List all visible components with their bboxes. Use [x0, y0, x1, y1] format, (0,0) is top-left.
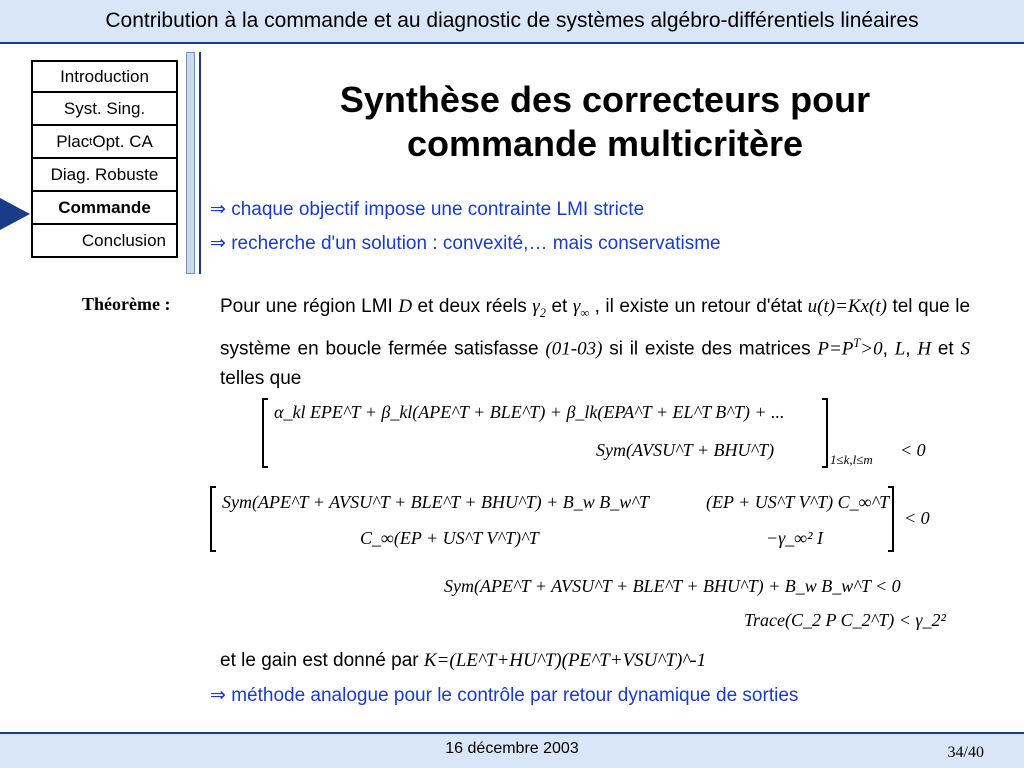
math: 2	[539, 305, 546, 320]
nav-label: Conclusion	[81, 230, 166, 250]
nav-item-placement-opt-ca[interactable]	[31, 126, 178, 159]
bullet-text: méthode analogue pour le contrôle par retour dynamique de sorties	[231, 685, 799, 706]
slide-title-line: commande multicritère	[406, 123, 804, 164]
decorative-vertical-line	[199, 52, 201, 274]
bullet-item	[210, 232, 721, 255]
text: ,	[905, 338, 918, 360]
nav-label: Opt. CA	[92, 131, 153, 151]
nav-item-conclusion[interactable]	[31, 225, 178, 258]
math: L	[894, 338, 906, 360]
math: γ	[572, 296, 581, 317]
text: Pour une région LMI	[220, 296, 399, 317]
equation-1-line-1: α_kl EPE^T + β_kl(APE^T + BLE^T) + β_lk(EPA^T + EL^T B^T) + ...	[274, 402, 785, 422]
equation-1-subscript: 1≤k,l≤m	[830, 452, 873, 467]
math: (01-03)	[545, 338, 603, 360]
text: tel que le système en boucle fermée satisfasse	[220, 296, 971, 360]
equation-2-relation: < 0	[904, 508, 930, 528]
math: T	[853, 335, 861, 350]
text: telles que	[220, 368, 302, 390]
current-section-arrow-icon	[0, 198, 30, 230]
section-nav	[31, 60, 178, 258]
slide-title-line: Synthèse des correcteurs pour	[339, 79, 871, 120]
equation-2-r2c2: −γ_∞² I	[766, 528, 823, 548]
footer-bar	[0, 732, 1024, 768]
text: et	[931, 338, 961, 360]
bullet-item	[210, 198, 644, 221]
nav-label: Plac	[56, 131, 90, 151]
text: et	[545, 296, 573, 317]
implies-icon: ⇒	[210, 199, 226, 220]
slide-title	[210, 78, 1000, 166]
implies-icon: ⇒	[210, 685, 226, 706]
math: D	[398, 296, 413, 317]
nav-item-syst-sing[interactable]	[31, 93, 178, 126]
bullet-text: recherche d'un solution : convexité,… mais conservatisme	[231, 233, 721, 254]
equation-2-r1c1: Sym(APE^T + AVSU^T + BLE^T + BHU^T) + B_w B_w^T	[222, 492, 649, 512]
nav-label-sup: t	[89, 135, 93, 148]
equation-4: Trace(C_2 P C_2^T) < γ_2²	[744, 610, 946, 630]
decorative-vertical-bar	[186, 52, 195, 274]
text: ,	[882, 338, 895, 360]
bullet-text: chaque objectif impose une contrainte LMI stricte	[231, 199, 645, 220]
theorem-text	[220, 292, 970, 394]
page-number: 34/40	[947, 744, 984, 761]
footer-date: 16 décembre 2003	[445, 740, 579, 757]
equation-2-r1c2: (EP + US^T V^T) C_∞^T	[706, 492, 890, 512]
nav-item-diag-robuste[interactable]	[31, 159, 178, 192]
nav-label: Introduction	[60, 66, 149, 86]
math: P=P	[817, 338, 854, 360]
math: u(t)=Kx(t)	[807, 296, 887, 317]
nav-label: Syst. Sing.	[63, 98, 146, 118]
math: ∞	[580, 305, 590, 320]
bracket-right	[822, 398, 828, 468]
presentation-title: Contribution à la commande et au diagnostic de systèmes algébro-différentiels linéaires	[105, 9, 919, 32]
gain-formula: K=(LE^T+HU^T)(PE^T+VSU^T)^-1	[423, 650, 707, 671]
equation-2-r2c1: C_∞(EP + US^T V^T)^T	[360, 528, 539, 548]
equation-1-line-2: Sym(AVSU^T + BHU^T)	[596, 440, 775, 460]
equation-1-relation: < 0	[900, 440, 926, 460]
text: , il existe un retour d'état	[589, 296, 808, 317]
implies-icon: ⇒	[210, 233, 226, 254]
text: et deux réels	[412, 296, 533, 317]
header-bar	[0, 0, 1024, 44]
bracket-left	[210, 486, 216, 552]
bracket-left	[262, 398, 268, 468]
bracket-right	[888, 486, 894, 552]
math: γ	[532, 296, 540, 317]
gain-line	[220, 650, 706, 672]
nav-item-commande[interactable]	[31, 192, 178, 225]
final-bullet	[210, 684, 798, 707]
nav-item-introduction[interactable]	[31, 60, 178, 93]
text: si il existe des matrices	[602, 338, 818, 360]
math: S	[960, 338, 971, 360]
nav-label: Commande	[58, 197, 151, 217]
nav-label: Diag. Robuste	[50, 164, 159, 184]
equation-3: Sym(APE^T + AVSU^T + BLE^T + BHU^T) + B_w B_w^T < 0	[444, 576, 901, 596]
theorem-label: Théorème :	[82, 294, 171, 314]
math: H	[917, 338, 932, 360]
math: >0	[860, 338, 883, 360]
gain-text: et le gain est donné par	[220, 650, 424, 671]
